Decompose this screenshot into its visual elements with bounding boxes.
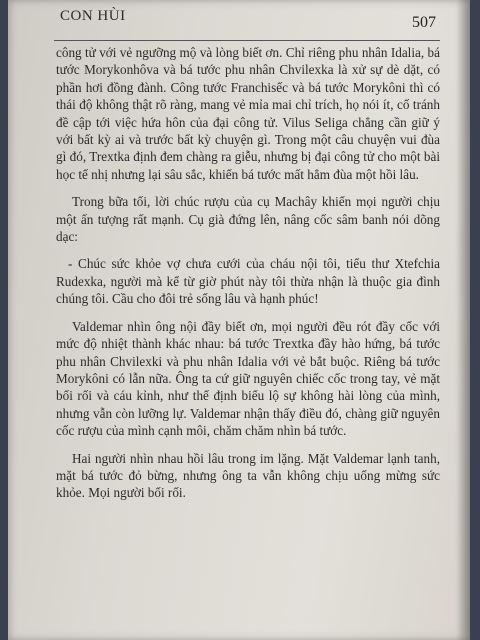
paragraph-2: Trong bữa tối, lời chúc rượu của cụ Machây khiến mọi người chịu một ấn tượng rất mạnh. Cụ già đứng lên, nâng cốc sâm banh nói dõng dạc: <box>56 194 440 245</box>
page-edge-shadow <box>456 0 470 640</box>
paragraph-5: Hai người nhìn nhau hồi lâu trong im lặng. Mặt Valdemar lạnh tanh, mặt bá tước đỏ bừng, nhưng ông ta vẫn không chịu uống mừng sức khỏe. Mọi người bối rối. <box>56 450 440 501</box>
paragraph-4: Valdemar nhìn ông nội đầy biết ơn, mọi người đều rót đầy cốc với mức độ nhiệt thành khác nhau: bá tước Trextka đầy hào hứng, bá tước phu nhân Chvilexki và phu nhân Idalia với vẻ bắt buộc. Riêng bá tước Morykôni có lẫn nữa. Ông ta cứ giữ nguyên chiếc cốc trong tay, vẻ mặt bối rối và cáu kỉnh, như thể định biểu lộ sự không hài lòng của mình, nhưng vẫn còn lưỡng lự. Valdemar nhận thấy điều đó, chàng giữ nguyên cốc rượu của mình cạnh môi, chăm chăm nhìn bá tước. <box>56 318 440 439</box>
paragraph-1: công tử với vẻ ngưỡng mộ và lòng biết ơn. Chỉ riêng phu nhân Idalia, bá tước Morykonhôva và bá tước phu nhân Chvilexka là xử sự dè dặt, có phần hơi đồng đành. Công tước Franchisếc và bá tước Morykôni thì có thái độ không thật rõ ràng, mang vẻ mỉa mai chỉ trích, họ nói ít, cố tránh đề cập tới việc hứa hôn của đại công tử. Vilus Seliga chẳng cần giữ ý với bất kỳ ai và trước bất kỳ chuyện gì. Trong một câu chuyện vui đùa gì đó, Trextka định đem chàng ra giễu, nhưng bị đại công tử cho một bài học tế nhị nhưng lại sâu sắc, khiến bá tước mất hẳm đùa một hồi lâu. <box>56 45 440 182</box>
page-header <box>54 0 440 41</box>
page-number: 507 <box>412 14 436 31</box>
running-title: CON HÙI <box>60 8 126 24</box>
body-text <box>56 44 440 512</box>
paragraph-toast: - Chúc sức khỏe vợ chưa cưới của cháu nội tôi, tiểu thư Xtefchia Rudexka, người mà kể từ giờ phút này tôi thừa nhận là thuộc gia đình chúng tôi. Cầu cho đôi trẻ sống lâu và hạnh phúc! <box>56 256 440 307</box>
book-page <box>8 0 470 640</box>
